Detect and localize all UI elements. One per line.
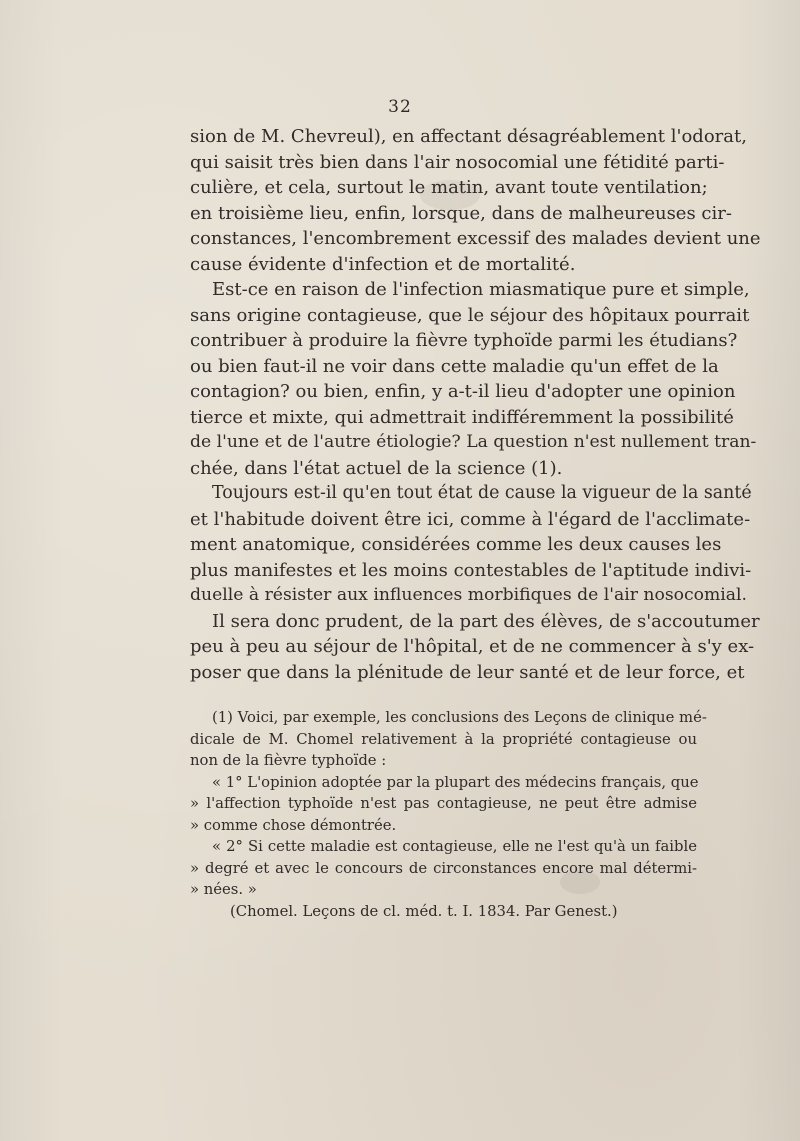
text-line: chée, dans l'état actuel de la science (1). (190, 457, 563, 479)
text-line: tierce et mixte, qui admettrait indifféremment la possibilité (190, 406, 734, 428)
text-line: peu à peu au séjour de l'hôpital, et de ne commencer à s'y ex- (190, 636, 755, 657)
text-line: constances, l'encombrement excessif des malades devient une (190, 228, 761, 249)
page-number: 32 (388, 97, 412, 117)
text-line: contagion? ou bien, enfin, y a-t-il lieu d'adopter une opinion (190, 381, 736, 402)
text-line: Toujours est-il qu'en tout état de cause la vigueur de la santé (212, 483, 752, 503)
text-line: et l'habitude doivent être ici, comme à l'égard de l'acclimate- (190, 508, 751, 530)
body-text (190, 124, 761, 685)
text-line: contribuer à produire la fièvre typhoïde parmi les étudians? (190, 330, 738, 351)
footnote-line: dicale de M. Chomel relativement à la propriété contagieuse ou (190, 730, 697, 748)
footnote-line: » comme chose démontrée. (190, 816, 397, 834)
footnote-line: » nées. » (190, 881, 257, 898)
footnote-line: » degré et avec le concours de circonstances encore mal détermi- (190, 859, 697, 877)
text-line: plus manifestes et les moins contestables de l'aptitude indivi- (190, 559, 752, 581)
text-line: duelle à résister aux influences morbifiques de l'air nosocomial. (190, 585, 747, 605)
text-line: en troisième lieu, enfin, lorsque, dans de malheureuses cir- (190, 202, 732, 224)
text-line: de l'une et de l'autre étiologie? La question n'est nullement tran- (190, 432, 757, 452)
footnote-line: « 1° L'opinion adoptée par la plupart des médecins français, que (212, 773, 699, 791)
footnote (190, 707, 707, 922)
footnote-line: (1) Voici, par exemple, les conclusions des Leçons de clinique mé- (212, 709, 707, 726)
text-line: culière, et cela, surtout le matin, avant toute ventilation; (190, 177, 708, 198)
text-line: ment anatomique, considérées comme les deux causes les (190, 534, 722, 555)
text-line: qui saisit très bien dans l'air nosocomial une fétidité parti- (190, 151, 725, 173)
footnote-line: » l'affection typhoïde n'est pas contagieuse, ne peut être admise (190, 795, 697, 812)
text-line: Il sera donc prudent, de la part des élèves, de s'accoutumer (212, 610, 760, 632)
text-line: Est-ce en raison de l'infection miasmatique pure et simple, (212, 279, 750, 300)
text-line: ou bien faut-il ne voir dans cette maladie qu'un effet de la (190, 355, 719, 377)
footnote-line: « 2° Si cette maladie est contagieuse, elle ne l'est qu'à un faible (212, 838, 697, 855)
text-line: cause évidente d'infection et de mortalité. (190, 253, 576, 275)
text-line: sion de M. Chevreul), en affectant désagréablement l'odorat, (190, 126, 747, 147)
footnote-citation: (Chomel. Leçons de cl. méd. t. I. 1834. Par Genest.) (230, 902, 618, 920)
text-line: sans origine contagieuse, que le séjour des hôpitaux pourrait (190, 304, 750, 326)
text-line: poser que dans la plénitude de leur santé et de leur force, et (190, 661, 745, 683)
footnote-line: non de la fièvre typhoïde : (190, 752, 387, 769)
